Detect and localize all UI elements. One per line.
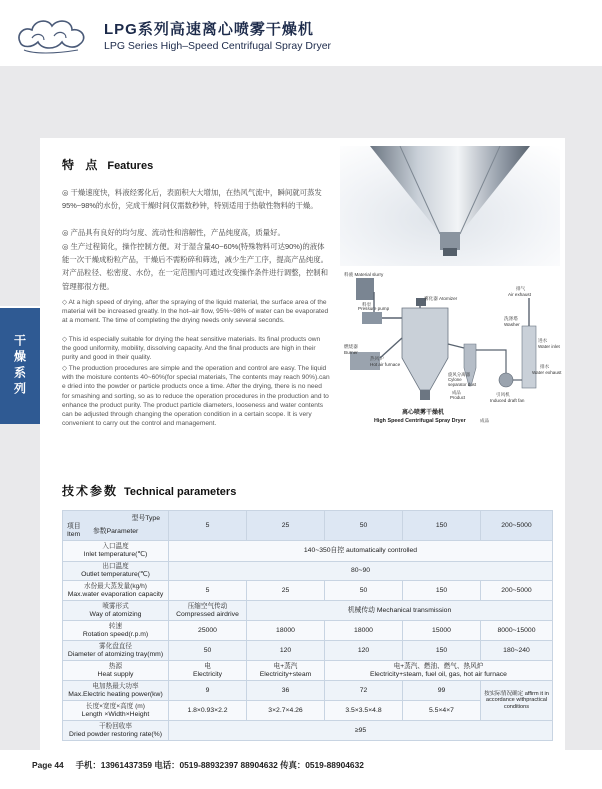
page-title-cn: LPG系列高速离心喷雾干燥机 — [104, 21, 314, 38]
contact-info: 手机：13961437359 电话：0519-88932397 88904632 传真：0519-88904632 — [75, 760, 364, 770]
page-header — [0, 0, 602, 66]
features-title-cn: 特 点 — [62, 158, 102, 172]
row-label-heat: 热源 Heat supply — [63, 661, 169, 681]
value-speed-1: 25000 — [169, 621, 247, 641]
cyclone-shape — [464, 344, 476, 386]
induced-fan-shape — [499, 373, 513, 387]
page-title-en: LPG Series High–Speed Centrifugal Spray Dryer — [104, 40, 332, 52]
row-label-power: 电加热最大功率 Max.Electric heating power(kw) — [63, 681, 169, 701]
value-tray-4: 150 — [403, 641, 481, 661]
value-speed-4: 15000 — [403, 621, 481, 641]
value-restoring: ≥95 — [169, 721, 553, 741]
row-label-evap: 水份最大蒸发量(kg/h) Max.water evaporation capacity — [63, 581, 169, 601]
label-water-inlet-cn: 进水 — [538, 338, 548, 343]
label-cyclone-cn: 旋风分离器 — [448, 372, 470, 377]
diagram-caption-en: High Speed Centrifugal Spray Dryer — [374, 418, 466, 424]
left-margin-band-lower — [0, 424, 40, 750]
value-dims-1: 1.8×0.93×2.2 — [169, 701, 247, 721]
value-dims-3: 3.5×3.5×4.8 — [325, 701, 403, 721]
page-number: Page 44 — [32, 760, 64, 770]
tech-title-en: Technical parameters — [124, 486, 237, 498]
value-dims-4: 5.5×4×7 — [403, 701, 481, 721]
label-furnace-cn: 热风炉 — [370, 356, 384, 361]
side-tab-label: 干燥系列 — [12, 334, 27, 398]
table-row-header — [63, 511, 553, 541]
tech-params-table — [62, 510, 553, 741]
label-product-en: Product — [450, 395, 466, 400]
label-pump-en: Pressure pump — [358, 306, 390, 311]
label-cyclone-en2: separator dust — [448, 382, 477, 387]
table-row — [63, 681, 553, 701]
tech-title — [62, 482, 236, 500]
row-label-inlet: 入口温度 Inlet temperature(℃) — [63, 541, 169, 562]
value-evap-3: 50 — [325, 581, 403, 601]
row-label-restoring: 干粉回收率 Dried powder restoring rate(%) — [63, 721, 169, 741]
value-atomizing-first: 压缩空气传动 Compressed airdrive — [169, 601, 247, 621]
process-diagram — [340, 268, 562, 440]
feature-en-paragraph-1: ◇ At a high speed of drying, after the spraying of the liquid material, the surface area of the material will be increased greatly. In the hot–air flow, 95%~98% of water can be evaporated at a moment. The time of completing the drying needs only several seconds. — [62, 299, 329, 325]
side-category-tab — [0, 308, 40, 424]
table-row — [63, 541, 553, 562]
table-row — [63, 601, 553, 621]
value-atomizing-rest: 机械传动 Mechanical transmission — [247, 601, 553, 621]
value-speed-5: 8000~15000 — [481, 621, 553, 641]
row-label-dims: 长度×宽度×高度 (m) Length ×Width×Height — [63, 701, 169, 721]
value-heat-1: 电 Electricity — [169, 661, 247, 681]
value-inlet: 140~350自控 automatically controlled — [169, 541, 553, 562]
feature-cn-paragraph-1: ◎ 干燥速度快，料液经雾化后，表面积大大增加，在热风气流中，瞬间就可蒸发95%~98%的水份，完成干燥时间仅需数秒钟，特别适用于热敏性物料的干燥。 — [62, 188, 322, 211]
label-burner-en: Burner — [344, 350, 358, 355]
features-title-en: Features — [107, 160, 154, 172]
value-outlet: 80~90 — [169, 562, 553, 581]
label-burner-cn: 燃烧器 — [344, 344, 358, 349]
value-evap-4: 150 — [403, 581, 481, 601]
value-evap-5: 200~5000 — [481, 581, 553, 601]
row-label-speed: 转速 Rotation speed(r.p.m) — [63, 621, 169, 641]
row-label-outlet: 出口温度 Outlet temperature(℃) — [63, 562, 169, 581]
value-power-1: 9 — [169, 681, 247, 701]
table-row — [63, 621, 553, 641]
table-row — [63, 641, 553, 661]
label-washer-en: Washer — [504, 322, 520, 327]
label-product-cn: 成品 — [452, 390, 461, 395]
row-label-tray: 雾化盘直径 Diameter of atomizing tray(mm) — [63, 641, 169, 661]
value-heat-3: 电+蒸汽、燃油、燃气、热风炉 Electricity+steam, fuel oil, gas, hot air furnace — [325, 661, 553, 681]
model-25: 25 — [247, 511, 325, 541]
feature-en-paragraph-3: ◇ The production procedures are simple and the operation and control are easy. The liquid with the moisture contents 40~60%(for special materials, The contents may reach 90%).can e dried into the powder or particle products once a time. After the drying, there is no need for smashing and sorting, so as to reduce the operation procedures in the production and to enhance the product purity. The product particle diameters, looseness and water contents can be adjusted through changing the operation condition in a certain scope. It is very convenient to carry out the control and management. — [62, 365, 330, 428]
value-tray-1: 50 — [169, 641, 247, 661]
value-power-2: 36 — [247, 681, 325, 701]
footer-contact-line — [32, 759, 364, 771]
value-power-5: 按实际情况确定 affirm it in accordance withpractical conditions — [481, 681, 553, 721]
atomizer-photo — [340, 146, 560, 266]
label-atomizer: 雾化器 Atomizer — [424, 296, 458, 301]
model-200-5000: 200~5000 — [481, 511, 553, 541]
washer-shape — [522, 326, 536, 388]
diagram-caption-cn: 离心喷雾干燥机 — [402, 410, 445, 416]
label-water-exhaust-en: Water exhaust — [532, 370, 562, 375]
table-row — [63, 721, 553, 741]
header-corner-cell — [63, 511, 169, 541]
value-dims-2: 3×2.7×4.26 — [247, 701, 325, 721]
label-fan-en: Induced draft fan — [490, 398, 525, 403]
left-margin-band — [0, 66, 40, 306]
label-furnace-en: Hot air furnace — [370, 362, 401, 367]
value-power-3: 72 — [325, 681, 403, 701]
table-row — [63, 581, 553, 601]
row-label-atomizing: 喷雾形式 Way of atomizing — [63, 601, 169, 621]
feature-cn-paragraph-3: ◎ 生产过程简化，操作控制方便。对于湿含量40~60%(特殊物料可达90%)的液体能一次干燥成粉粒产品，干燥后不需粉碎和筛选，减少生产工序，提高产品纯度。对产品粒径、松密度、水份，在一定范围内可通过改变操作条件进行调整，控制和管理都很方便。 — [62, 242, 329, 291]
value-tray-2: 120 — [247, 641, 325, 661]
table-row — [63, 701, 553, 721]
label-fan-cn: 引风机 — [496, 392, 510, 397]
value-tray-5: 180~240 — [481, 641, 553, 661]
pressure-pump-shape — [362, 312, 382, 324]
label-material-slurry: 料液 Material slurry — [344, 272, 384, 277]
value-evap-2: 25 — [247, 581, 325, 601]
dryer-chamber-shape — [402, 308, 448, 390]
value-tray-3: 120 — [325, 641, 403, 661]
model-50: 50 — [325, 511, 403, 541]
value-evap-1: 5 — [169, 581, 247, 601]
table-row — [63, 661, 553, 681]
value-heat-2: 电+蒸汽 Electricity+steam — [247, 661, 325, 681]
tech-title-cn: 技术参数 — [62, 484, 119, 498]
header-param-label: 参数Parameter — [93, 528, 139, 535]
label-exhaust-cn: 排气 — [516, 286, 526, 291]
label-washer-cn: 洗涤塔 — [504, 316, 518, 321]
right-margin-band — [565, 66, 602, 750]
header-item-cn: 项目 — [67, 523, 81, 530]
value-speed-2: 18000 — [247, 621, 325, 641]
label-cyclone-en1: Cylone — [448, 377, 462, 382]
table-row — [63, 562, 553, 581]
label-product2: 成品 — [480, 418, 490, 423]
label-pump-cn: 料泵 — [362, 302, 372, 307]
model-150: 150 — [403, 511, 481, 541]
top-gray-band — [40, 66, 565, 138]
cloud-logo-icon — [14, 12, 90, 56]
label-water-exhaust-cn: 排水 — [540, 364, 550, 369]
feature-cn-paragraph-2: ◎ 产品具有良好的均匀度、流动性和溶解性，产品纯度高，质量好。 — [62, 228, 285, 237]
value-speed-3: 18000 — [325, 621, 403, 641]
label-exhaust-en: Air exhaust — [508, 292, 531, 297]
header-item-en: Item — [67, 531, 81, 538]
material-tank-shape — [356, 278, 374, 300]
model-5: 5 — [169, 511, 247, 541]
value-power-4: 99 — [403, 681, 481, 701]
label-water-inlet-en: Water inlet — [538, 344, 560, 349]
feature-en-paragraph-2: ◇ This id especially suitable for drying the heat sensitive materials. Its final products own the good uniformity, mobility, dissolving capacity. And the final products are high in their purity and good in their quality. — [62, 336, 321, 362]
features-title — [62, 156, 153, 174]
header-type-label: 型号Type — [131, 515, 160, 522]
